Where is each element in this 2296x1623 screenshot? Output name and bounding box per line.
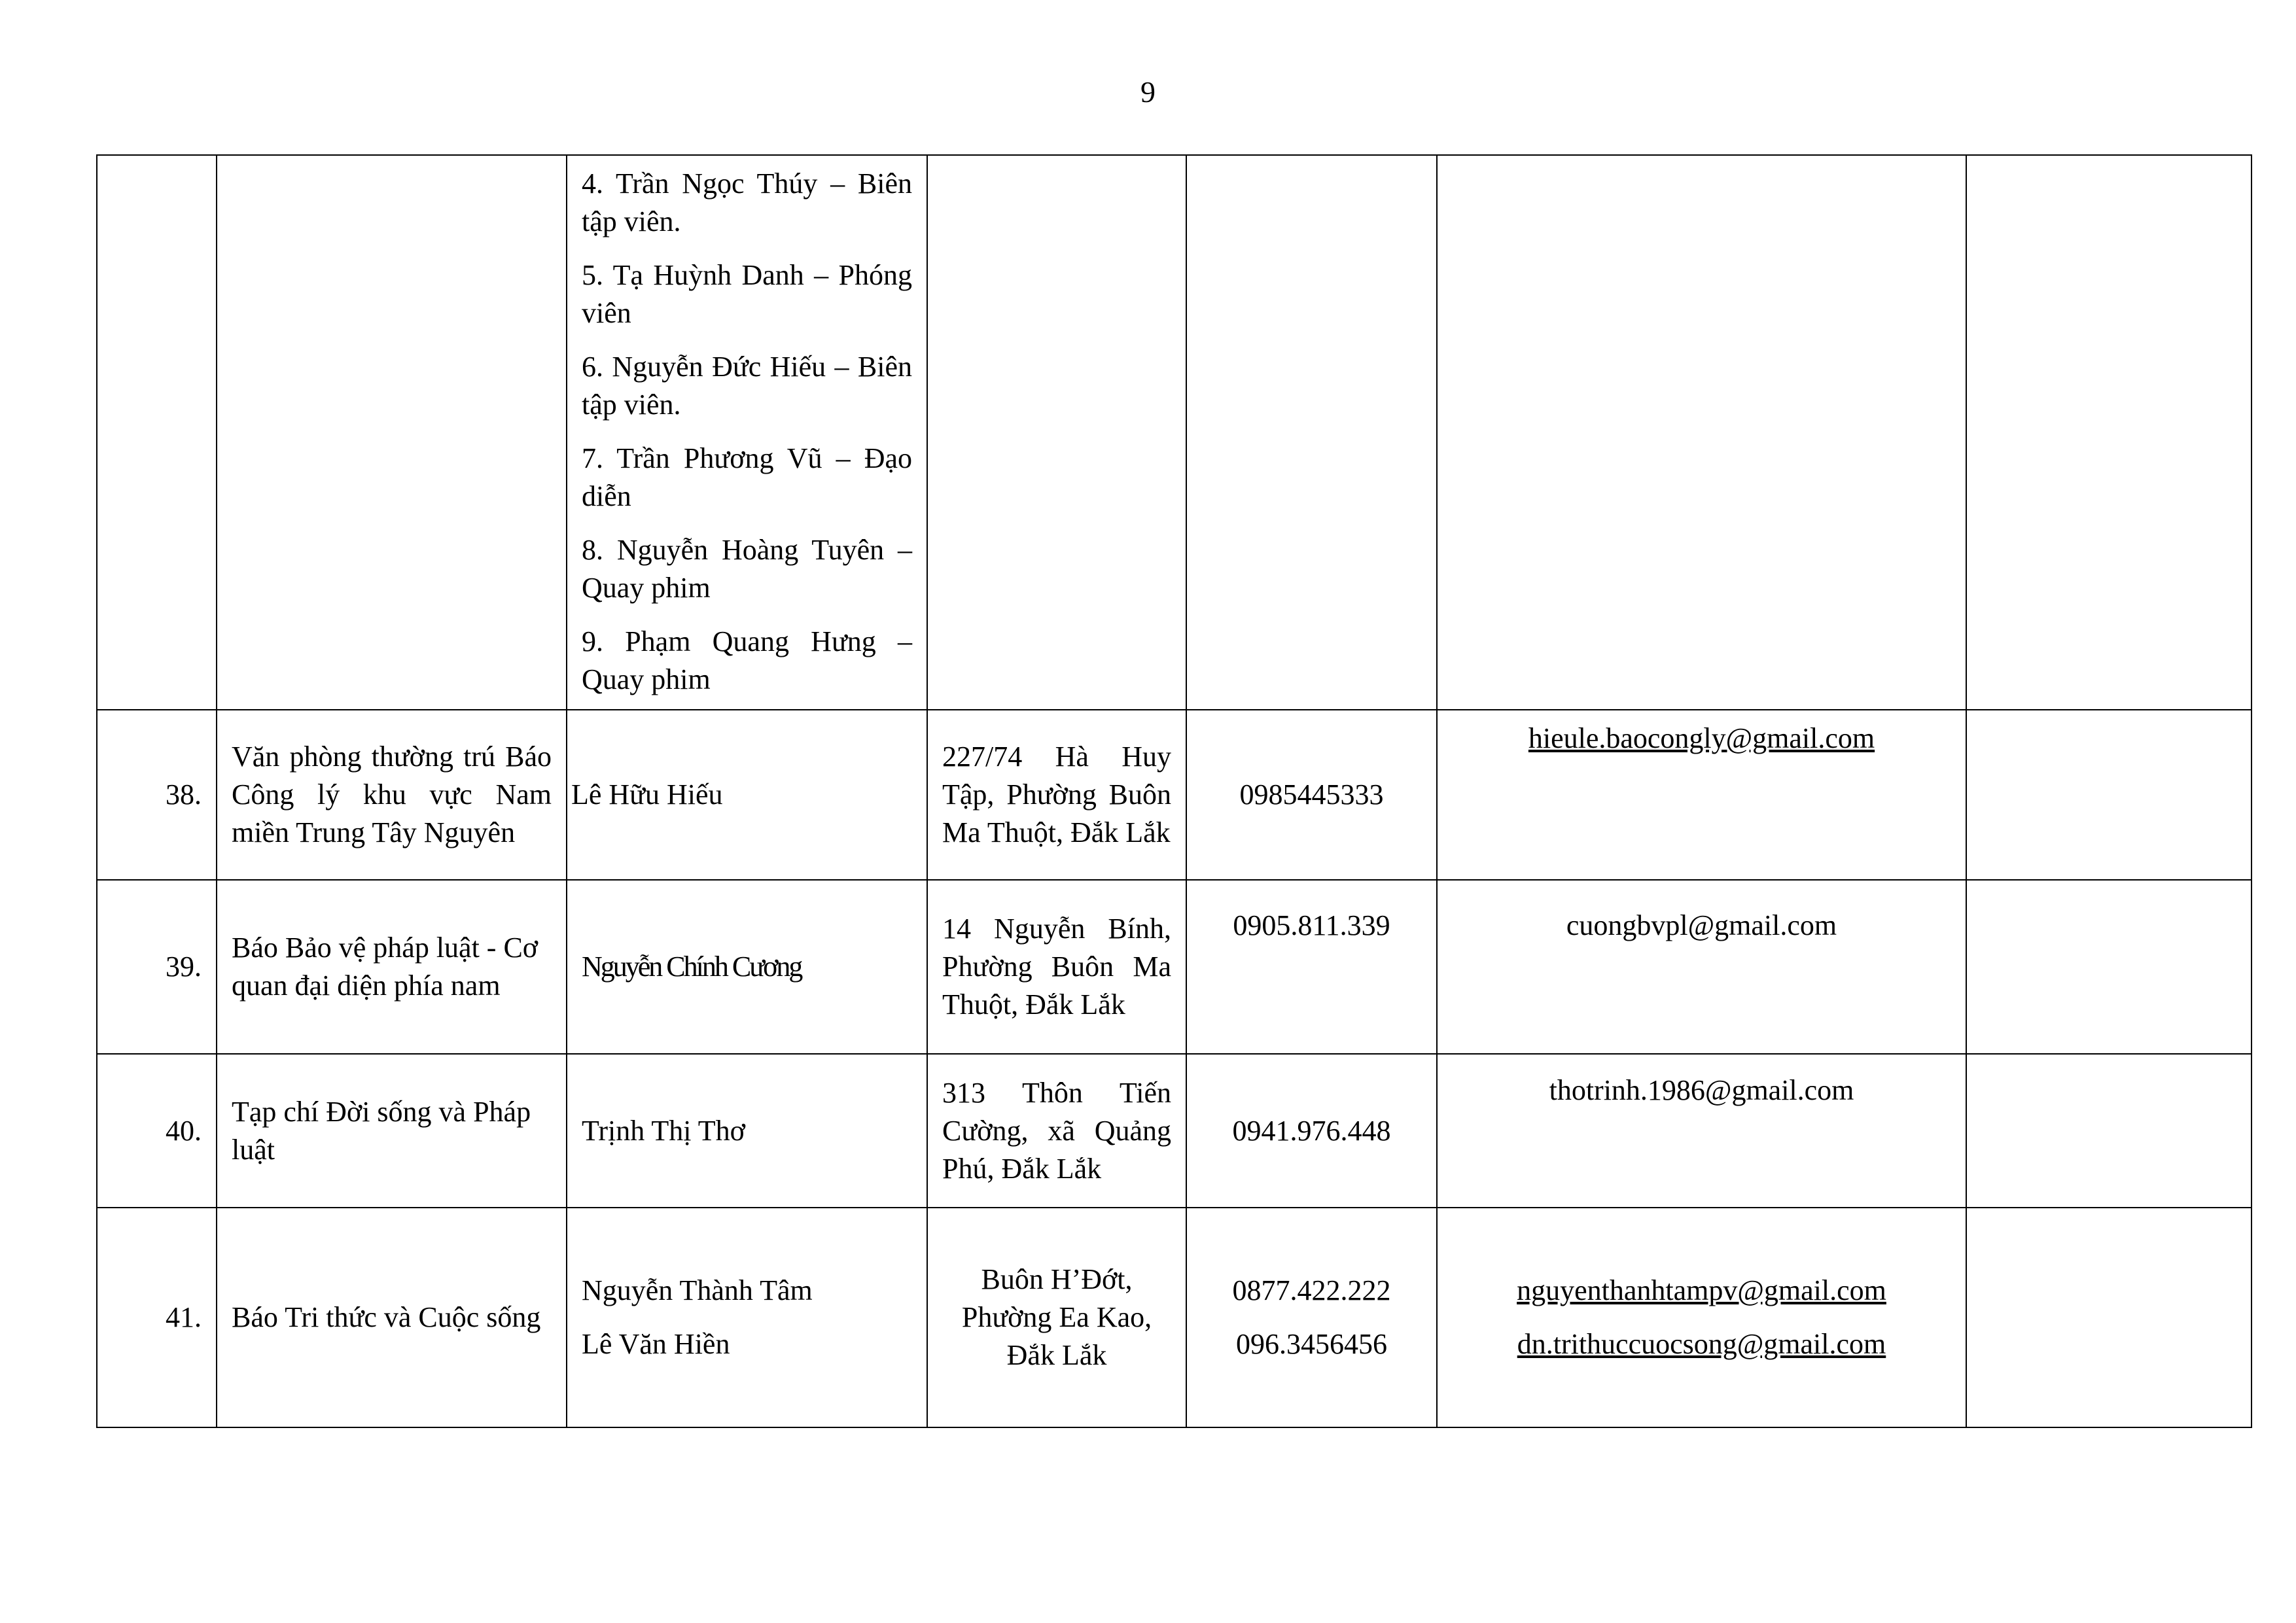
person-cell (567, 1208, 927, 1427)
staff-entry: 8. Nguyễn Hoàng Tuyên – Quay phim (582, 534, 912, 604)
email-link[interactable]: cuongbvpl@gmail.com (1566, 909, 1837, 941)
email-link[interactable]: nguyenthanhtampv@gmail.com (1517, 1274, 1886, 1306)
note-cell (1966, 710, 2252, 880)
email-link[interactable]: dn.trithuccuocsong@gmail.com (1517, 1328, 1886, 1360)
phone-cell (1186, 880, 1437, 1054)
person-name: Lê Hữu Hiếu (571, 778, 723, 811)
staff-cell (567, 155, 927, 710)
note-cell (1966, 880, 2252, 1054)
staff-entry: 5. Tạ Huỳnh Danh – Phóng viên (582, 259, 912, 329)
address-cell: 313 Thôn Tiến Cường, xã Quảng Phú, Đắk Lắk (927, 1054, 1186, 1208)
unit-cell (217, 155, 567, 710)
person-cell (567, 710, 927, 880)
person-cell (567, 1054, 927, 1208)
staff-entry: 9. Phạm Quang Hưng – Quay phim (582, 625, 912, 695)
note-cell (1966, 155, 2252, 710)
stt-cell: 38. (97, 710, 217, 880)
table-row (97, 1054, 2252, 1208)
address-cell: 14 Nguyễn Bính, Phường Buôn Ma Thuột, Đắk Lắk (927, 880, 1186, 1054)
table-row (97, 880, 2252, 1054)
note-cell (1966, 1208, 2252, 1427)
phone-cell (1186, 1054, 1437, 1208)
note-cell (1966, 1054, 2252, 1208)
email-cell (1437, 880, 1966, 1054)
stt-cell (97, 155, 217, 710)
person-name: Nguyễn Thành Tâm (582, 1274, 813, 1306)
address-cell (927, 155, 1186, 710)
phone-number: 0905.811.339 (1233, 909, 1390, 941)
staff-entry: 4. Trần Ngọc Thúy – Biên tập viên. (582, 167, 912, 237)
phone-number: 0877.422.222 (1232, 1274, 1391, 1306)
staff-entry: 6. Nguyễn Đức Hiếu – Biên tập viên. (582, 351, 912, 421)
person-cell (567, 880, 927, 1054)
address-cell: 227/74 Hà Huy Tập, Phường Buôn Ma Thuột, Đắk Lắk (927, 710, 1186, 880)
email-cell (1437, 710, 1966, 880)
email-cell (1437, 1054, 1966, 1208)
phone-cell (1186, 1208, 1437, 1427)
stt-cell: 41. (97, 1208, 217, 1427)
table-row (97, 710, 2252, 880)
unit-cell: Báo Tri thức và Cuộc sống (217, 1208, 567, 1427)
email-link[interactable]: hieule.baocongly@gmail.com (1528, 722, 1875, 754)
page-number: 9 (1140, 75, 1156, 109)
person-name: Nguyễn Chính Cương (582, 951, 802, 983)
phone-cell (1186, 710, 1437, 880)
stt-cell: 39. (97, 880, 217, 1054)
unit-cell: Tạp chí Đời sống và Pháp luật (217, 1054, 567, 1208)
press-contact-table (96, 154, 2252, 1428)
phone-number: 0941.976.448 (1232, 1114, 1391, 1147)
person-name: Lê Văn Hiền (582, 1328, 730, 1360)
unit-cell: Báo Bảo vệ pháp luật - Cơ quan đại diện phía nam (217, 880, 567, 1054)
email-link[interactable]: thotrinh.1986@gmail.com (1549, 1074, 1854, 1106)
person-name: Trịnh Thị Thơ (582, 1114, 745, 1147)
phone-number: 0985445333 (1239, 778, 1384, 811)
address-cell: Buôn H’Đớt, Phường Ea Kao, Đắk Lắk (927, 1208, 1186, 1427)
email-cell (1437, 1208, 1966, 1427)
table-row-continuation (97, 155, 2252, 710)
phone-cell (1186, 155, 1437, 710)
phone-number: 096.3456456 (1236, 1328, 1387, 1360)
stt-cell: 40. (97, 1054, 217, 1208)
table-row (97, 1208, 2252, 1427)
unit-cell: Văn phòng thường trú Báo Công lý khu vực Nam miền Trung Tây Nguyên (217, 710, 567, 880)
staff-entry: 7. Trần Phương Vũ – Đạo diễn (582, 442, 912, 512)
email-cell (1437, 155, 1966, 710)
